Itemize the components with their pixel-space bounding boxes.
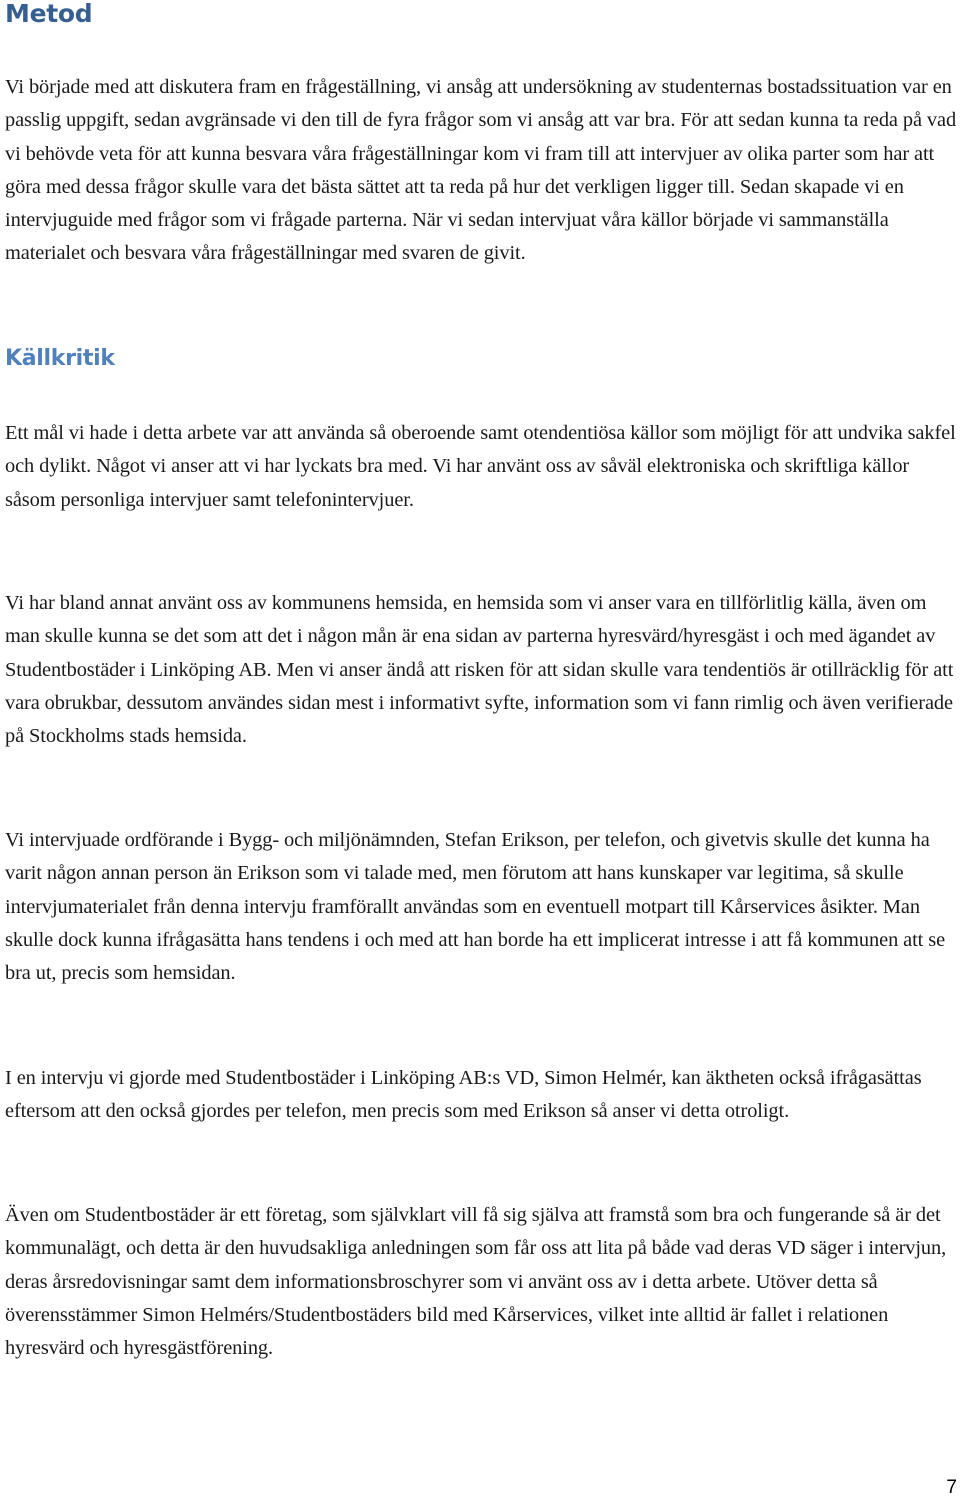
heading-metod: Metod	[5, 0, 93, 28]
paragraph-studentbostader: Även om Studentbostäder är ett företag, som självklart vill få sig själva att framstå som bra och fungerande så är det kommunalägt, och detta är den huvudsakliga anledningen som får oss att lita på både vad deras VD säger i intervjun, deras årsredovisningar samt dem informationsbroschyrer som vi använt oss av i detta arbete. Utöver detta så överensstämmer Simon Helmérs/Studentbostäders bild med Kårservices, vilket inte alltid är fallet i relationen hyresvärd och hyresgästförening.	[5, 1204, 947, 1360]
paragraph-kommunens-hemsida: Vi har bland annat använt oss av kommunens hemsida, en hemsida som vi anser vara en tillförlitlig källa, även om man skulle kunna se det som att det i någon mån är ena sidan av parterna hyresvärd/hyresgäst i och med ägandet av Studentbostäder i Linköping AB. Men vi anser ändå att risken för att sidan skulle vara tendentiös är otillräcklig för att vara obrukbar, dessutom användes sidan mest i informativt syfte, information som vi fann rimlig och även verifierade på Stockholms stads hemsida.	[5, 592, 954, 748]
heading-kallkritik: Källkritik	[5, 346, 115, 371]
page-number: 7	[946, 1477, 957, 1498]
paragraph-metod: Vi började med att diskutera fram en frågeställning, vi ansåg att undersökning av studenternas bostadssituation var en passlig uppgift, sedan avgränsade vi den till de fyra frågor som vi ansåg att var bra. För att sedan kunna ta reda på vad vi behövde veta för att kunna besvara våra frågeställningar kom vi fram till att intervjuer av olika parter som har att göra med dessa frågor skulle vara det bästa sättet att ta reda på hur det verkligen ligger till. Sedan skapade vi en intervjuguide med frågor som vi frågade parterna. När vi sedan intervjuat våra källor började vi sammanställa materialet och besvara våra frågeställningar med svaren de givit.	[5, 76, 957, 265]
paragraph-intervju-erikson: Vi intervjuade ordförande i Bygg- och miljönämnden, Stefan Erikson, per telefon, och givetvis skulle det kunna ha varit någon annan person än Erikson som vi talade med, men förutom att hans kunskaper var legitima, så skulle intervjumaterialet från denna intervju framförallt användas som en eventuell motpart till Kårservices åsikter. Man skulle dock kunna ifrågasätta hans tendens i och med att han borde ha ett implicerat intresse i att få kommunen att se bra ut, precis som hemsidan.	[5, 829, 946, 985]
paragraph-kallkritik-intro: Ett mål vi hade i detta arbete var att använda så oberoende samt otendentiösa källor som möjligt för att undvika sakfel och dylikt. Något vi anser att vi har lyckats bra med. Vi har använt oss av såväl elektroniska och skriftliga källor såsom personliga intervjuer samt telefonintervjuer.	[5, 422, 956, 511]
paragraph-intervju-helmer: I en intervju vi gjorde med Studentbostäder i Linköping AB:s VD, Simon Helmér, kan äktheten också ifrågasättas eftersom att den också gjordes per telefon, men precis som med Erikson så anser vi detta otroligt.	[5, 1067, 922, 1123]
